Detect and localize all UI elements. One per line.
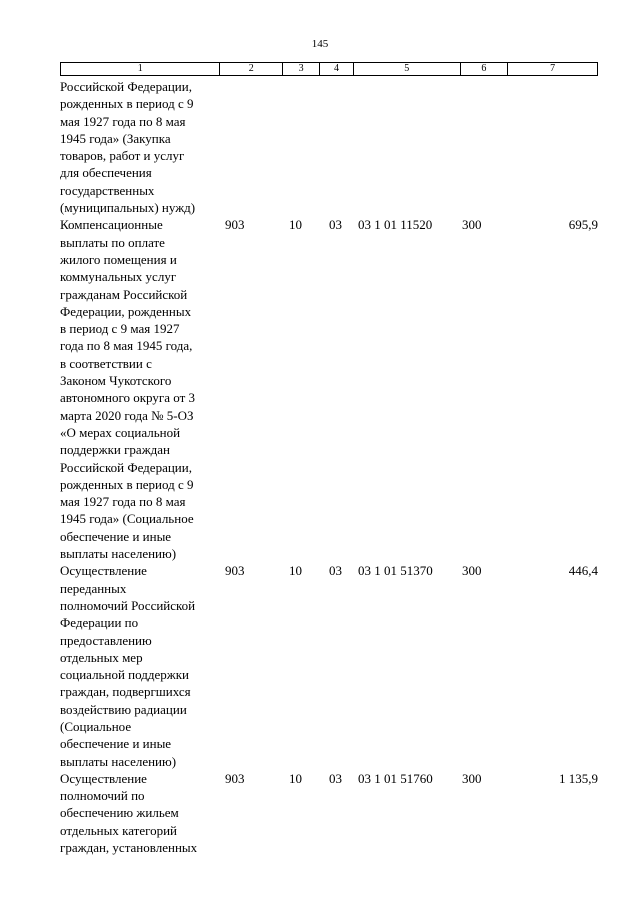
description-line: жилого помещения и xyxy=(60,251,177,267)
section-code xyxy=(283,78,320,216)
row-description xyxy=(60,770,225,856)
amount xyxy=(509,78,598,216)
description-line: в период с 9 мая 1927 xyxy=(60,321,180,337)
target-article-code: 03 1 01 51370 xyxy=(358,563,433,579)
description-line: социальной поддержки xyxy=(60,667,189,683)
description-line: граждан, установленных xyxy=(60,840,198,856)
header-col-4: 4 xyxy=(320,63,354,75)
header-col-5: 5 xyxy=(354,63,461,75)
description-line: отдельных категорий xyxy=(60,822,178,838)
row-description xyxy=(60,562,225,770)
admin-code: 903 xyxy=(225,217,245,233)
header-col-1: 1 xyxy=(61,63,220,75)
description-line: коммунальных услуг xyxy=(60,269,177,285)
header-col-2: 2 xyxy=(220,63,283,75)
amount: 1 135,9 xyxy=(559,770,598,786)
description-line: полномочий Российской xyxy=(60,597,196,613)
description-line: в соответствии с xyxy=(60,355,152,371)
header-col-3: 3 xyxy=(283,63,320,75)
target-article-code: 03 1 01 51760 xyxy=(358,770,433,786)
description-line: Российской Федерации, xyxy=(60,459,192,475)
subsection-code: 03 xyxy=(329,563,342,579)
amount: 695,9 xyxy=(568,217,598,233)
target-article-code: 03 1 01 11520 xyxy=(358,217,433,233)
description-line: года по 8 мая 1945 года, xyxy=(60,338,193,354)
description-line: товаров, работ и услуг xyxy=(60,148,185,164)
description-line: гражданам Российской xyxy=(60,286,188,302)
description-line: мая 1927 года по 8 мая xyxy=(60,494,186,510)
description-line: переданных xyxy=(60,580,127,596)
admin-code: 903 xyxy=(225,770,245,786)
description-line: Федерации по xyxy=(60,615,139,631)
description-line: воздействию радиации xyxy=(60,701,187,717)
row-description xyxy=(60,216,225,562)
description-line: обеспечение и иные xyxy=(60,528,172,544)
description-line: выплаты по оплате xyxy=(60,234,165,250)
description-line: граждан, подвергшихся xyxy=(60,684,191,700)
description-line: 1945 года» (Закупка xyxy=(60,130,171,146)
admin-code xyxy=(225,78,283,216)
description-line: государственных xyxy=(60,182,155,198)
section-code: 10 xyxy=(289,563,302,579)
description-line: выплаты населению) xyxy=(60,546,177,562)
description-line: 1945 года» (Социальное xyxy=(60,511,194,527)
description-line: Федерации, рожденных xyxy=(60,303,192,319)
table-row xyxy=(60,78,598,216)
description-line: обеспечение и иные xyxy=(60,736,172,752)
subsection-code xyxy=(320,78,354,216)
expense-type-code: 300 xyxy=(462,217,482,233)
description-line: Осуществление xyxy=(60,770,147,786)
description-line: полномочий по xyxy=(60,788,145,804)
table-row xyxy=(60,216,598,562)
header-col-6: 6 xyxy=(461,63,509,75)
section-code: 10 xyxy=(289,217,302,233)
description-line: Осуществление xyxy=(60,563,147,579)
description-line: для обеспечения xyxy=(60,165,152,181)
expense-type-code xyxy=(461,78,509,216)
table-row xyxy=(60,770,598,856)
description-line: (Социальное xyxy=(60,718,132,734)
description-line: поддержки граждан xyxy=(60,442,171,458)
expense-type-code: 300 xyxy=(462,770,482,786)
table-row xyxy=(60,562,598,770)
description-line: Законом Чукотского xyxy=(60,373,172,389)
table-header xyxy=(60,62,598,76)
description-line: «О мерах социальной xyxy=(60,424,181,440)
description-line: (муниципальных) нужд) xyxy=(60,200,196,216)
description-line: Российской Федерации, xyxy=(60,79,192,94)
description-line: выплаты населению) xyxy=(60,753,177,769)
description-line: предоставлению xyxy=(60,632,152,648)
page-number: 145 xyxy=(311,38,329,50)
description-line: обеспечению жильем xyxy=(60,805,179,821)
description-line: мая 1927 года по 8 мая xyxy=(60,113,186,129)
target-article-code xyxy=(354,78,461,216)
amount: 446,4 xyxy=(568,563,598,579)
section-code: 10 xyxy=(289,770,302,786)
description-line: отдельных мер xyxy=(60,649,143,665)
subsection-code: 03 xyxy=(329,770,342,786)
description-line: марта 2020 года № 5-ОЗ xyxy=(60,407,194,423)
row-description xyxy=(60,78,225,216)
header-col-7: 7 xyxy=(550,63,556,74)
description-line: рожденных в период с 9 xyxy=(60,476,194,492)
table-body xyxy=(60,78,598,856)
description-line: Компенсационные xyxy=(60,217,163,233)
description-line: рожденных в период с 9 xyxy=(60,96,194,112)
expense-type-code: 300 xyxy=(462,563,482,579)
description-line: автономного округа от 3 xyxy=(60,390,196,406)
subsection-code: 03 xyxy=(329,217,342,233)
admin-code: 903 xyxy=(225,563,245,579)
